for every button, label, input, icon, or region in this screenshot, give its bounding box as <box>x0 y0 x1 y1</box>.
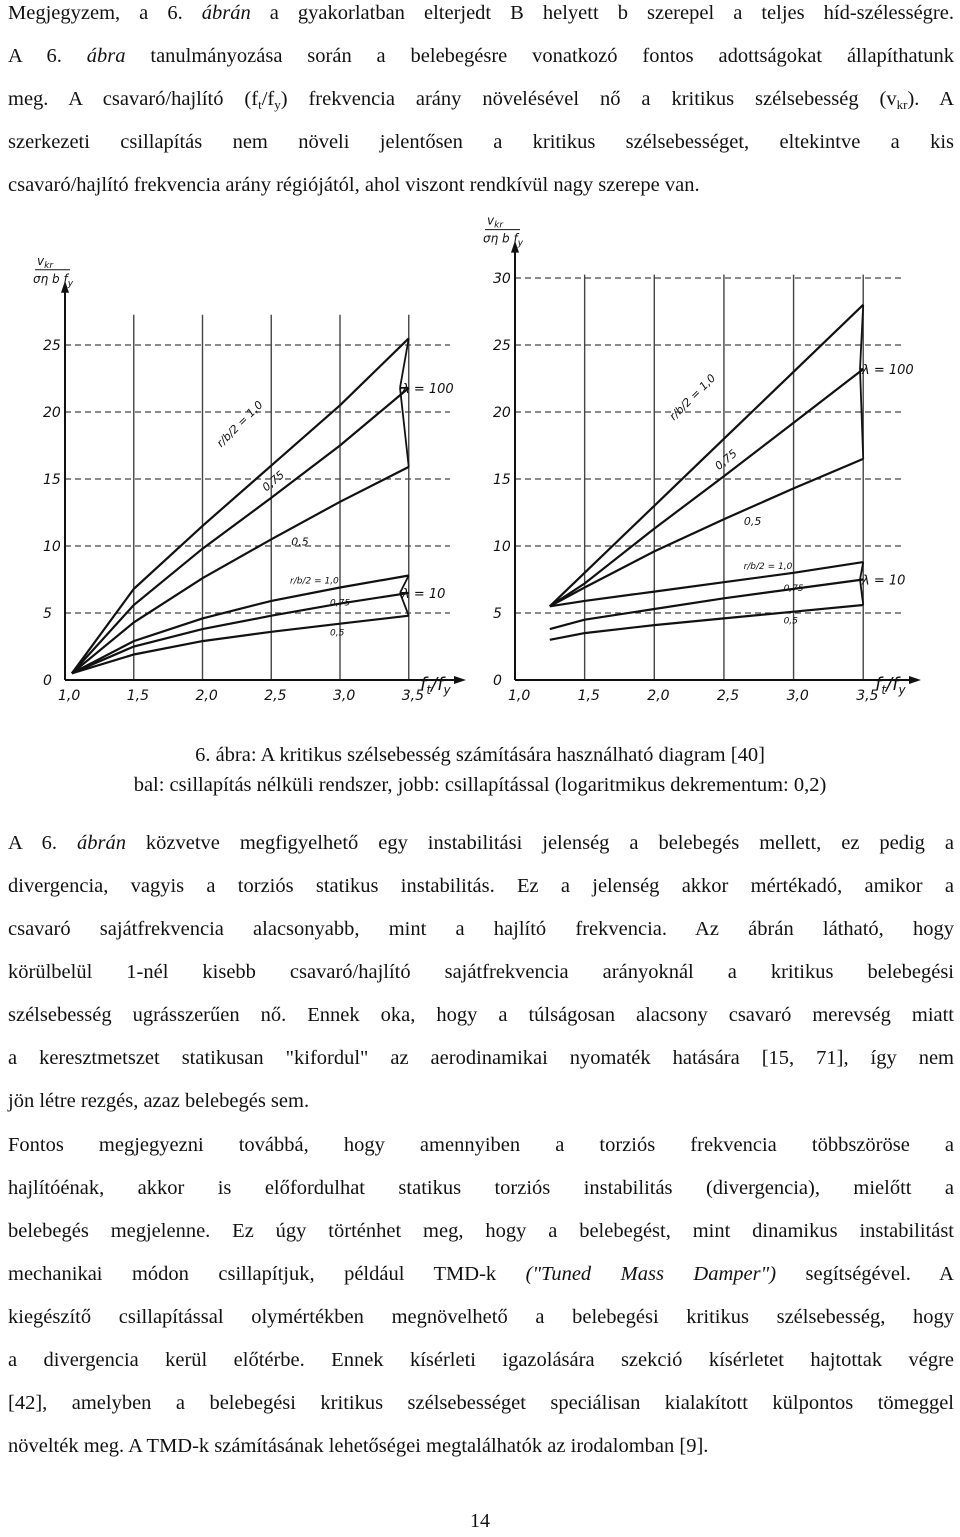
ratio-label-1: r/b/2 = 1,0 <box>666 371 719 423</box>
y-tick-label: 5 <box>493 606 502 622</box>
y-tick-label: 0 <box>493 673 502 689</box>
y-tick-label: 30 <box>493 271 511 287</box>
caption-line-1: 6. ábra: A kritikus szélsebesség számítására használható diagram [40] <box>195 744 765 766</box>
text-line: mechanikai módon csillapítjuk, például TMD-k ("Tuned Mass Damper") segítségével. A <box>8 1263 954 1285</box>
y-tick-label: 25 <box>493 338 511 354</box>
y-tick-label: 15 <box>43 472 61 488</box>
lambda-100-label: λ = 100 <box>862 363 914 379</box>
y-tick-label: 0 <box>43 673 52 689</box>
text-line: növelték meg. A TMD-k számításának lehetőségei megtalálhatók az irodalomban [9]. <box>8 1435 709 1457</box>
text-line: csavaró/hajlító frekvencia arány régiójától, ahol viszont rendkívül nagy szerepe van. <box>8 174 700 196</box>
y-tick-label: 25 <box>43 338 61 354</box>
ratio-label-1: r/b/2 = 1,0 <box>214 398 266 450</box>
ratio-label-10-small: r/b/2 = 1,0 <box>743 561 793 572</box>
figure-caption <box>0 740 960 800</box>
series-line-6 <box>550 605 863 640</box>
ratio-label-075: 0,75 <box>259 468 287 495</box>
text-line: szerkezeti csillapítás nem növeli jelentősen a kritikus szélsebességet, eltekintve a kis <box>8 131 954 153</box>
text-line: divergencia, vagyis a torziós statikus instabilitás. Ez a jelenség akkor mértékadó, amikor a <box>8 875 954 897</box>
y-axis-label: $v_{kr}$ <box>37 253 54 271</box>
y-tick-label: 10 <box>43 539 61 555</box>
figure-6-diagram <box>0 213 960 715</box>
ratio-label-05-small: 0,5 <box>783 616 798 627</box>
text-line: kiegészítő csillapítással olymértékben megnövelhető a belebegési kritikus szélsebesség, hogy <box>8 1306 954 1328</box>
lambda-100-bracket-line <box>400 388 409 467</box>
left-chart <box>33 254 466 704</box>
text-line: a divergencia kerül előtérbe. Ennek kísérleti igazolására szekció kísérletet hajtottak végre <box>8 1349 954 1371</box>
x-tick-label: 3,5 <box>401 688 425 704</box>
x-tick-label: 2,0 <box>195 688 218 704</box>
x-tick-label: 1,0 <box>508 688 531 704</box>
text-line: hajlítóénak, akkor is előfordulhat statikus torziós instabilitás (divergencia), mielőtt a <box>8 1177 954 1199</box>
x-tick-label: 3,0 <box>333 688 356 704</box>
x-axis-label: $f_t/f_y$ <box>875 674 906 697</box>
y-tick-label: 20 <box>43 405 61 421</box>
x-axis-label: $f_t/f_y$ <box>420 674 451 697</box>
caption-line-2: bal: csillapítás nélküli rendszer, jobb: csillapítással (logaritmikus dekrementum: 0,2) <box>133 774 827 796</box>
y-tick-label: 10 <box>493 539 511 555</box>
x-tick-label: 2,5 <box>716 688 740 704</box>
x-tick-label: 3,5 <box>856 688 879 704</box>
text-line: [42], amelyben a belebegési kritikus szélsebességet speciálisan kialakított külpontos tömeggel <box>8 1392 954 1414</box>
ratio-label-10-small: r/b/2 = 1,0 <box>290 576 339 587</box>
series-line-3 <box>72 467 409 673</box>
x-tick-label: 1,0 <box>58 688 81 704</box>
lambda-100-label: λ = 100 <box>402 381 454 397</box>
ratio-label-075-small: 0,75 <box>330 598 351 609</box>
x-axis-arrow <box>909 676 921 684</box>
y-tick-label: 5 <box>43 606 52 622</box>
text-line: szélsebesség ugrásszerűen nő. Ennek oka, hogy a túlságosan alacsony csavaró merevség miatt <box>8 1004 954 1026</box>
ratio-label-05: 0,5 <box>291 535 309 549</box>
text-line: csavaró sajátfrekvencia alacsonyabb, mint a hajlító frekvencia. Az ábrán látható, hogy <box>8 918 954 940</box>
x-tick-label: 3,0 <box>786 688 809 704</box>
series-line-6 <box>72 616 409 674</box>
series-line-2 <box>550 369 863 606</box>
y-axis-label-denominator: ση b $f_y$ <box>483 231 524 249</box>
text-line: Fontos megjegyezni továbbá, hogy amennyiben a torziós frekvencia többszöröse a <box>8 1134 954 1156</box>
text-line: jön létre rezgés, azaz belebegés sem. <box>8 1090 310 1112</box>
series-line-1 <box>72 338 409 673</box>
lambda-10-label: λ = 10 <box>402 586 446 602</box>
x-tick-label: 2,5 <box>264 688 287 704</box>
lambda-10-label: λ = 10 <box>862 573 906 589</box>
ratio-label-075-small: 0,75 <box>783 583 804 594</box>
x-tick-label: 1,5 <box>126 688 150 704</box>
series-line-4 <box>550 562 863 606</box>
ratio-label-05-small: 0,5 <box>330 628 345 639</box>
series-line-5 <box>550 580 863 630</box>
text-line: meg. A csavaró/hajlító $(f_t/f_y)$ frekvencia arány növelésével nő a kritikus szélsebesség $(v_{kr})$. A <box>8 88 955 112</box>
x-tick-label: 1,5 <box>577 688 600 704</box>
ratio-label-075: 0,75 <box>712 446 740 473</box>
x-axis-arrow <box>454 676 466 684</box>
x-tick-label: 2,0 <box>647 688 670 704</box>
series-line-1 <box>550 305 863 607</box>
text-line: körülbelül 1-nél kisebb csavaró/hajlító sajátfrekvencia arányoknál a kritikus belebegési <box>8 961 954 983</box>
y-tick-label: 15 <box>493 472 511 488</box>
y-axis-label: $v_{kr}$ <box>487 213 504 231</box>
body-paragraph-1 <box>8 822 954 1123</box>
y-axis-label-denominator: ση b $f_y$ <box>33 271 74 289</box>
text-line: A 6. ábra tanulmányozása során a belebegésre vonatkozó fontos adottságokat állapíthatunk <box>8 45 954 67</box>
text-line: Megjegyzem, a 6. ábrán a gyakorlatban elterjedt B helyett b szerepel a teljes híd-szélességre. <box>8 2 954 24</box>
body-paragraph-2 <box>8 1124 954 1468</box>
ratio-label-05: 0,5 <box>743 515 762 529</box>
text-line: A 6. ábrán közvetve megfigyelhető egy instabilitási jelenség a belebegés mellett, ez pedig a <box>8 832 954 854</box>
page-number: 14 <box>470 1510 490 1532</box>
intro-paragraph <box>8 0 954 207</box>
right-chart <box>483 214 921 704</box>
y-tick-label: 20 <box>493 405 511 421</box>
text-line: a keresztmetszet statikusan "kifordul" az aerodinamikai nyomaték hatására [15, 71], így nem <box>8 1047 954 1069</box>
text-line: belebegés megjelenne. Ez úgy történhet meg, hogy a belebegést, mint dinamikus instabilitást <box>8 1220 954 1242</box>
